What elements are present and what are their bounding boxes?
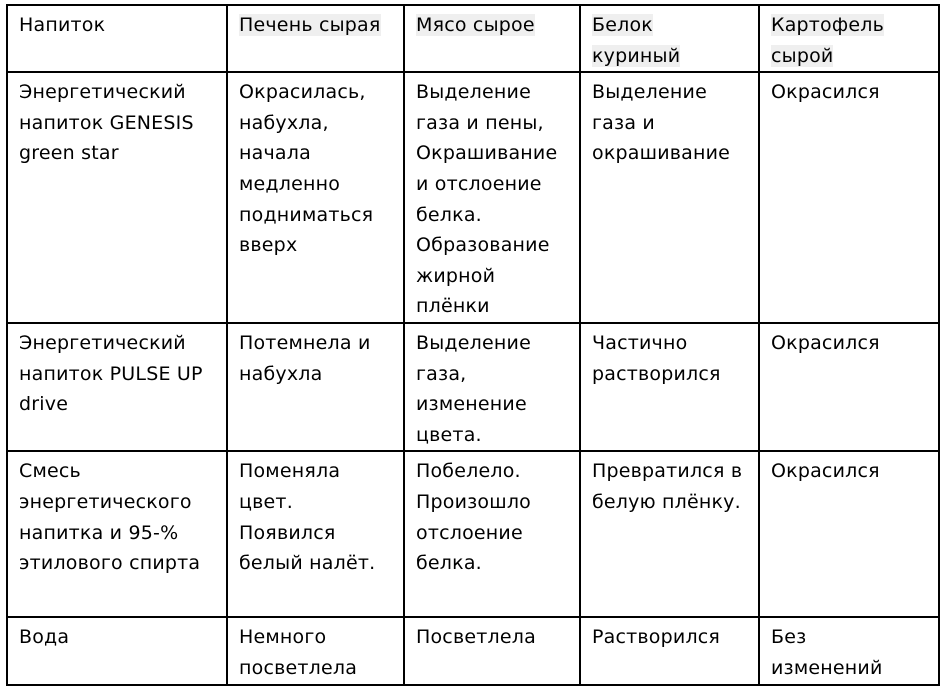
table-row bbox=[7, 617, 939, 684]
cell-egg-white: Превратился в белую плёнку. bbox=[580, 451, 759, 617]
cell-drink: Энергетический напиток PULSE UP drive bbox=[7, 323, 227, 451]
header-egg-white-text: Белок куриный bbox=[592, 14, 681, 67]
cell-drink: Смесь энергетического напитка и 95-% этилового спирта bbox=[7, 451, 227, 617]
cell-meat: Выделение газа и пены, Окрашивание и отслоение белка. Образование жирной плёнки bbox=[404, 72, 580, 323]
header-meat-text: Мясо сырое bbox=[416, 14, 535, 36]
table-row bbox=[7, 323, 939, 451]
header-row bbox=[7, 5, 939, 72]
header-drink bbox=[7, 5, 227, 72]
header-liver bbox=[227, 5, 404, 72]
header-meat bbox=[404, 5, 580, 72]
cell-egg-white: Растворился bbox=[580, 617, 759, 684]
cell-drink: Вода bbox=[7, 617, 227, 684]
cell-liver: Потемнела и набухла bbox=[227, 323, 404, 451]
cell-meat: Выделение газа, изменение цвета. bbox=[404, 323, 580, 451]
results-table bbox=[6, 4, 940, 686]
cell-liver: Немного посветлела bbox=[227, 617, 404, 684]
header-drink-text: Напиток bbox=[19, 14, 106, 36]
cell-drink: Энергетический напиток GENESIS green star bbox=[7, 72, 227, 323]
cell-potato: Без изменений bbox=[759, 617, 939, 684]
cell-potato: Окрасился bbox=[759, 323, 939, 451]
cell-potato: Окрасился bbox=[759, 451, 939, 617]
cell-egg-white: Частично растворился bbox=[580, 323, 759, 451]
cell-liver: Окрасилась, набухла, начала медленно подниматься вверх bbox=[227, 72, 404, 323]
cell-potato: Окрасился bbox=[759, 72, 939, 323]
table-row bbox=[7, 72, 939, 323]
cell-meat: Побелело. Произошло отслоение белка. bbox=[404, 451, 580, 617]
cell-meat: Посветлела bbox=[404, 617, 580, 684]
table-row bbox=[7, 451, 939, 617]
header-potato bbox=[759, 5, 939, 72]
cell-egg-white: Выделение газа и окрашивание bbox=[580, 72, 759, 323]
cell-liver: Поменяла цвет. Появился белый налёт. bbox=[227, 451, 404, 617]
header-liver-text: Печень сырая bbox=[239, 14, 381, 36]
header-egg-white bbox=[580, 5, 759, 72]
header-potato-text: Картофель сырой bbox=[771, 14, 884, 67]
